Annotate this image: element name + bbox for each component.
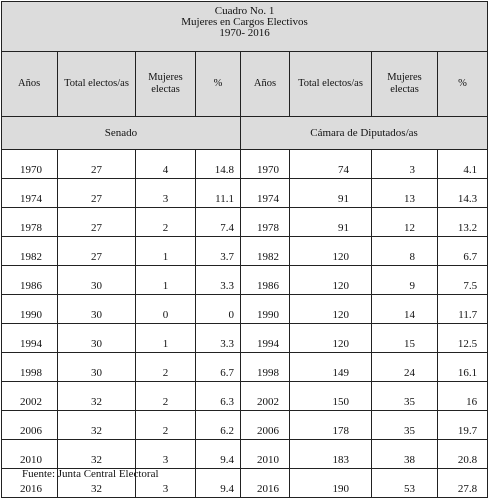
women-elected-table [1,1,488,498]
table-body [2,150,488,498]
header-mujeres-2 [372,52,438,117]
table-row [2,324,488,353]
senado-pct-cell: 9.4 [196,440,241,469]
section-senado: Senado [2,117,241,150]
senado-year-cell: 1982 [2,237,58,266]
camara-year-cell: 2010 [241,440,290,469]
senado-year-cell: 1974 [2,179,58,208]
section-camara: Cámara de Diputados/as [241,117,488,150]
senado-women-cell: 2 [136,208,196,237]
senado-pct-cell: 0 [196,295,241,324]
section-header-row [2,117,488,150]
table-row [2,353,488,382]
senado-pct-cell: 3.3 [196,266,241,295]
senado-year-cell: 1978 [2,208,58,237]
camara-women-cell: 35 [372,411,438,440]
header-mujeres-2-line1: Mujeres [387,72,422,83]
title-line-1: Cuadro No. 1 [214,5,275,17]
table-row [2,179,488,208]
camara-year-cell: 1974 [241,179,290,208]
camara-total-cell: 120 [290,266,372,295]
camara-pct-cell: 14.3 [438,179,488,208]
camara-total-cell: 120 [290,237,372,266]
senado-women-cell: 2 [136,382,196,411]
senado-pct-cell: 6.3 [196,382,241,411]
senado-total-cell: 30 [58,295,136,324]
table-row [2,150,488,179]
camara-year-cell: 1970 [241,150,290,179]
table-row [2,295,488,324]
senado-pct-cell: 6.2 [196,411,241,440]
camara-total-cell: 120 [290,324,372,353]
camara-year-cell: 2002 [241,382,290,411]
senado-pct-cell: 14.8 [196,150,241,179]
header-mujeres [136,52,196,117]
header-mujeres-2-line2: electas [390,84,419,95]
header-anos-2: Años [241,52,290,117]
senado-total-cell: 30 [58,353,136,382]
camara-total-cell: 190 [290,469,372,498]
senado-total-cell: 32 [58,440,136,469]
camara-total-cell: 91 [290,179,372,208]
column-header-row [2,52,488,117]
senado-year-cell: 1998 [2,353,58,382]
table-title [2,2,488,52]
table-row [2,440,488,469]
camara-year-cell: 1982 [241,237,290,266]
senado-pct-cell: 11.1 [196,179,241,208]
senado-pct-cell: 6.7 [196,353,241,382]
senado-women-cell: 2 [136,353,196,382]
senado-total-cell: 27 [58,179,136,208]
senado-year-cell: 1990 [2,295,58,324]
camara-pct-cell: 12.5 [438,324,488,353]
header-pct-2: % [438,52,488,117]
senado-year-cell: 1994 [2,324,58,353]
camara-pct-cell: 13.2 [438,208,488,237]
camara-pct-cell: 16 [438,382,488,411]
camara-pct-cell: 20.8 [438,440,488,469]
table-row [2,411,488,440]
camara-total-cell: 120 [290,295,372,324]
camara-total-cell: 74 [290,150,372,179]
camara-women-cell: 9 [372,266,438,295]
camara-pct-cell: 11.7 [438,295,488,324]
camara-total-cell: 91 [290,208,372,237]
header-mujeres-line1: Mujeres [148,72,183,83]
senado-total-cell: 30 [58,266,136,295]
senado-year-cell: 2010 [2,440,58,469]
camara-year-cell: 1978 [241,208,290,237]
header-total-2: Total electos/as [290,52,372,117]
senado-women-cell: 1 [136,237,196,266]
camara-year-cell: 2006 [241,411,290,440]
senado-total-cell: 27 [58,237,136,266]
camara-women-cell: 3 [372,150,438,179]
senado-pct-cell: 9.4 [196,469,241,498]
header-anos: Años [2,52,58,117]
senado-total-cell: 32 [58,382,136,411]
senado-pct-cell: 3.3 [196,324,241,353]
senado-year-cell: 1986 [2,266,58,295]
table-row [2,266,488,295]
camara-women-cell: 12 [372,208,438,237]
table-row [2,237,488,266]
table-row [2,382,488,411]
camara-pct-cell: 6.7 [438,237,488,266]
camara-year-cell: 1998 [241,353,290,382]
header-mujeres-line2: electas [151,84,180,95]
senado-women-cell: 0 [136,295,196,324]
senado-women-cell: 3 [136,179,196,208]
senado-women-cell: 1 [136,266,196,295]
senado-total-cell: 27 [58,150,136,179]
title-line-3: 1970- 2016 [219,27,270,39]
senado-year-cell: 1970 [2,150,58,179]
camara-total-cell: 149 [290,353,372,382]
senado-women-cell: 3 [136,469,196,498]
senado-women-cell: 2 [136,411,196,440]
camara-women-cell: 8 [372,237,438,266]
camara-year-cell: 1994 [241,324,290,353]
header-total: Total electos/as [58,52,136,117]
camara-total-cell: 183 [290,440,372,469]
senado-pct-cell: 3.7 [196,237,241,266]
camara-total-cell: 178 [290,411,372,440]
camara-year-cell: 1990 [241,295,290,324]
camara-women-cell: 13 [372,179,438,208]
camara-women-cell: 35 [372,382,438,411]
camara-total-cell: 150 [290,382,372,411]
camara-year-cell: 2016 [241,469,290,498]
table-row [2,208,488,237]
senado-year-cell: 2006 [2,411,58,440]
camara-women-cell: 53 [372,469,438,498]
header-pct: % [196,52,241,117]
camara-pct-cell: 4.1 [438,150,488,179]
camara-year-cell: 1986 [241,266,290,295]
title-line-2: Mujeres en Cargos Electivos [181,16,308,28]
senado-total-cell: 27 [58,208,136,237]
camara-women-cell: 24 [372,353,438,382]
camara-pct-cell: 19.7 [438,411,488,440]
camara-pct-cell: 16.1 [438,353,488,382]
senado-women-cell: 1 [136,324,196,353]
senado-women-cell: 3 [136,440,196,469]
senado-year-cell: 2002 [2,382,58,411]
camara-women-cell: 38 [372,440,438,469]
source-note: Fuente: Junta Central Electoral [22,468,159,480]
camara-women-cell: 15 [372,324,438,353]
camara-pct-cell: 27.8 [438,469,488,498]
camara-pct-cell: 7.5 [438,266,488,295]
senado-women-cell: 4 [136,150,196,179]
senado-total-cell: 30 [58,324,136,353]
senado-pct-cell: 7.4 [196,208,241,237]
senado-year-cell: 2016 [2,469,58,498]
senado-total-cell: 32 [58,411,136,440]
senado-total-cell: 32 [58,469,136,498]
camara-women-cell: 14 [372,295,438,324]
